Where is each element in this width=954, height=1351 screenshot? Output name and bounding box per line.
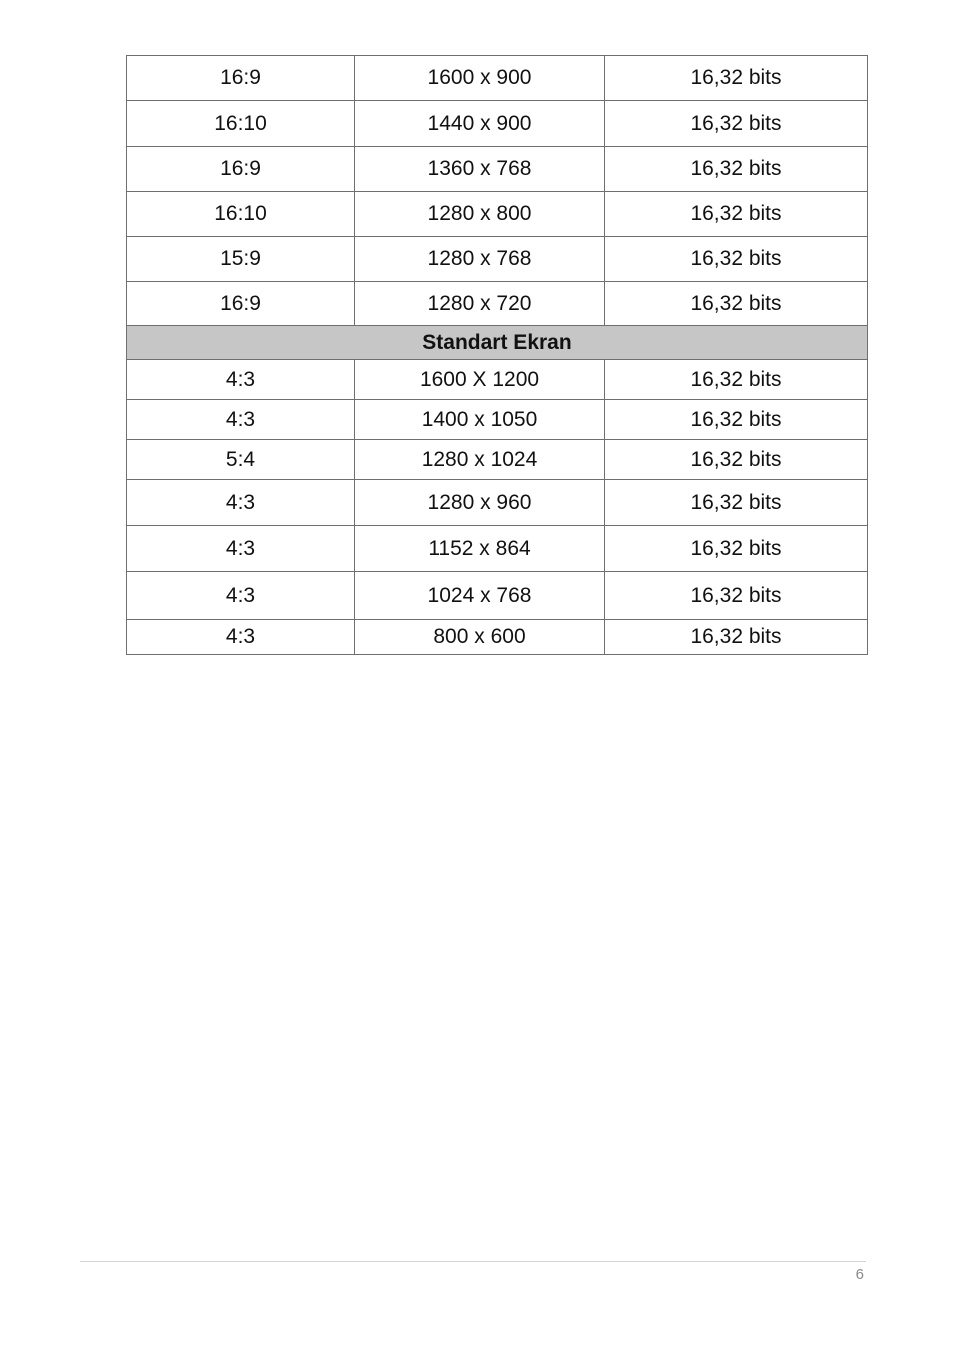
depth-cell: 16,32 bits: [605, 147, 868, 192]
resolution-cell: 1600 X 1200: [355, 360, 605, 400]
depth-cell: 16,32 bits: [605, 56, 868, 101]
table-row: [127, 526, 868, 572]
aspect-cell: 4:3: [127, 572, 355, 620]
resolution-cell: 1440 x 900: [355, 101, 605, 147]
aspect-cell: 16:9: [127, 56, 355, 101]
section-header: Standart Ekran: [127, 326, 868, 360]
table-row: [127, 237, 868, 282]
resolution-cell: 1280 x 1024: [355, 440, 605, 480]
page-number: 6: [855, 1266, 864, 1283]
resolution-cell: 1024 x 768: [355, 572, 605, 620]
table-row: [127, 282, 868, 326]
resolution-cell: 1280 x 800: [355, 192, 605, 237]
resolution-cell: 1400 x 1050: [355, 400, 605, 440]
resolution-cell: 1600 x 900: [355, 56, 605, 101]
resolution-cell: 1280 x 720: [355, 282, 605, 326]
aspect-cell: 16:10: [127, 101, 355, 147]
depth-cell: 16,32 bits: [605, 282, 868, 326]
resolution-table: [126, 55, 868, 655]
aspect-cell: 15:9: [127, 237, 355, 282]
aspect-cell: 5:4: [127, 440, 355, 480]
depth-cell: 16,32 bits: [605, 526, 868, 572]
aspect-cell: 16:9: [127, 282, 355, 326]
depth-cell: 16,32 bits: [605, 101, 868, 147]
resolution-cell: 1152 x 864: [355, 526, 605, 572]
depth-cell: 16,32 bits: [605, 237, 868, 282]
table-row: [127, 360, 868, 400]
aspect-cell: 4:3: [127, 360, 355, 400]
table-row: [127, 192, 868, 237]
table-row: [127, 147, 868, 192]
table-row: [127, 440, 868, 480]
resolution-cell: 800 x 600: [355, 620, 605, 655]
footer-divider: [80, 1261, 866, 1262]
table-row: [127, 101, 868, 147]
aspect-cell: 16:9: [127, 147, 355, 192]
aspect-cell: 16:10: [127, 192, 355, 237]
depth-cell: 16,32 bits: [605, 480, 868, 526]
table-row: [127, 572, 868, 620]
aspect-cell: 4:3: [127, 480, 355, 526]
depth-cell: 16,32 bits: [605, 360, 868, 400]
table-row: [127, 620, 868, 655]
table-row: [127, 480, 868, 526]
resolution-cell: 1280 x 960: [355, 480, 605, 526]
depth-cell: 16,32 bits: [605, 440, 868, 480]
resolution-cell: 1280 x 768: [355, 237, 605, 282]
aspect-cell: 4:3: [127, 526, 355, 572]
aspect-cell: 4:3: [127, 400, 355, 440]
depth-cell: 16,32 bits: [605, 620, 868, 655]
aspect-cell: 4:3: [127, 620, 355, 655]
depth-cell: 16,32 bits: [605, 400, 868, 440]
resolution-cell: 1360 x 768: [355, 147, 605, 192]
section-header-row: [127, 326, 868, 360]
depth-cell: 16,32 bits: [605, 572, 868, 620]
table-row: [127, 56, 868, 101]
table-row: [127, 400, 868, 440]
depth-cell: 16,32 bits: [605, 192, 868, 237]
